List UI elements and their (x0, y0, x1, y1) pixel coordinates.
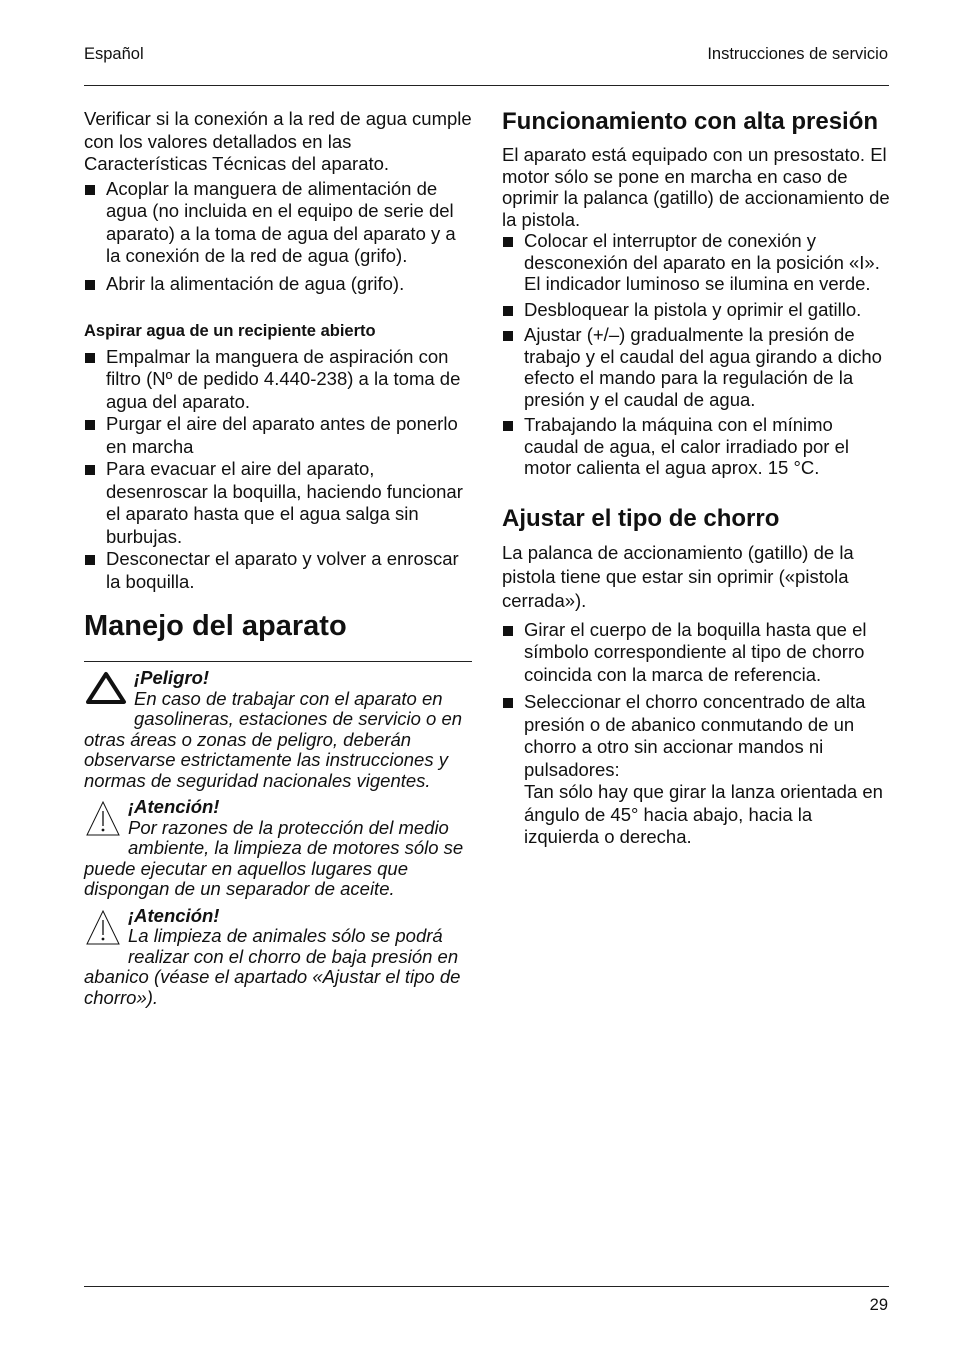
list-item-continuation: Tan sólo hay que girar la lanza orientada en ángulo de 45° hacia abajo, hacia la izquierda o derecha. (524, 781, 883, 847)
list-item (502, 691, 892, 849)
section-title: Manejo del aparato (84, 610, 347, 642)
caution-title: ¡Atención! (128, 904, 220, 926)
danger-notice (84, 668, 472, 791)
list-item: Desbloquear la pistola y oprimir el gatillo. (502, 299, 892, 321)
list-item: Para evacuar el aire del aparato, desenroscar la boquilla, haciendo funcionar el aparato hasta que el agua salga sin burbujas. (84, 458, 472, 548)
footer-rule (84, 1286, 889, 1287)
bullet-list-water-connection (84, 178, 472, 296)
subheading-suction: Aspirar agua de un recipiente abierto (84, 322, 376, 340)
caution-text: La limpieza de animales sólo se podrá realizar con el chorro de baja presión en abanico (véase el apartado «Ajustar el tipo de chorro»). (84, 925, 461, 1008)
list-item: Girar el cuerpo de la boquilla hasta que el símbolo correspondiente al tipo de chorro coincida con la marca de referencia. (502, 619, 892, 687)
danger-text: En caso de trabajar con el aparato en gasolineras, estaciones de servicio o en otras áreas o zonas de peligro, deberán observarse estrictamente las instrucciones y normas de seguridad nacionales vigentes. (84, 687, 463, 791)
high-pressure-paragraph: El aparato está equipado con un presostato. El motor sólo se pone en marcha en caso de oprimir la palanca (gatillo) de accionamiento de la pistola. (502, 144, 890, 230)
list-item: Trabajando la máquina con el mínimo caudal de agua, el calor irradiado por el motor calienta el agua aprox. 15 °C. (502, 414, 892, 479)
caution-triangle-icon (84, 799, 122, 844)
list-item: Colocar el interruptor de conexión y desconexión del aparato en la posición «I». El indicador luminoso se ilumina en verde. (502, 230, 892, 295)
list-item: Empalmar la manguera de aspiración con filtro (Nº de pedido 4.440-238) a la toma de agua del aparato. (84, 346, 472, 414)
list-item: Desconectar el aparato y volver a enroscar la boquilla. (84, 548, 472, 593)
list-item: Purgar el aire del aparato antes de ponerlo en marcha (84, 413, 472, 458)
caution-notice-1 (84, 797, 472, 900)
danger-title: ¡Peligro! (134, 667, 210, 688)
bullet-list-suction (84, 346, 472, 594)
list-item: Acoplar la manguera de alimentación de agua (no incluida en el equipo de serie del aparato) a la toma de agua del aparato y a la conexión de la red de agua (grifo). (84, 178, 472, 268)
caution-triangle-icon (84, 908, 122, 953)
list-item: Abrir la alimentación de agua (grifo). (84, 273, 472, 296)
intro-paragraph: Verificar si la conexión a la red de agua cumple con los valores detallados en las Características Técnicas del aparato. (84, 108, 472, 174)
danger-triangle-icon (84, 670, 128, 711)
caution-title: ¡Atención! (128, 796, 220, 817)
header-title: Instrucciones de servicio (707, 45, 888, 63)
bullet-list-high-pressure (502, 230, 892, 479)
list-item-text: Seleccionar el chorro concentrado de alta presión o de abanico conmutando de un chorro a otro sin accionar mandos ni pulsadores: (524, 691, 866, 780)
left-column (84, 108, 472, 1014)
jet-type-paragraph: La palanca de accionamiento (gatillo) de la pistola tiene que estar sin oprimir («pistola cerrada»). (502, 541, 854, 611)
header-language: Español (84, 45, 144, 63)
heading-high-pressure: Funcionamiento con alta presión (502, 108, 879, 135)
caution-text: Por razones de la protección del medio ambiente, la limpieza de motores sólo se puede ejecutar en aquellos lugares que dispongan de un separador de aceite. (84, 816, 464, 899)
heading-jet-type: Ajustar el tipo de chorro (502, 504, 780, 532)
section-rule (84, 661, 472, 662)
header-rule (84, 85, 889, 86)
right-column (502, 108, 892, 849)
list-item: Ajustar (+/–) gradualmente la presión de trabajo y el caudal del agua girando a dicho efecto el mando para la regulación de la presión y el caudal de agua. (502, 324, 892, 410)
page-number: 29 (869, 1296, 888, 1314)
bullet-list-jet-type (502, 619, 892, 849)
caution-notice-2 (84, 906, 472, 1009)
